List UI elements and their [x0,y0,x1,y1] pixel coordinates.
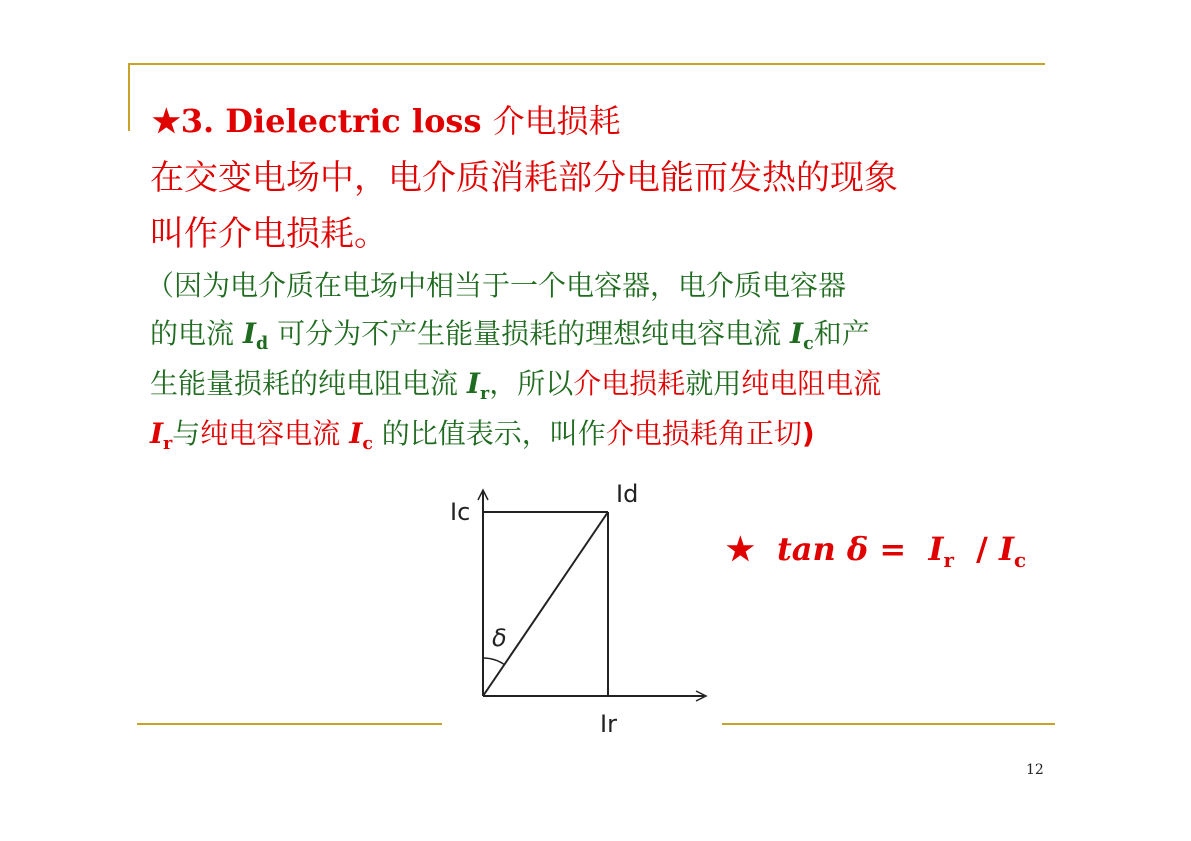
highlight-resistive-current: 纯电阻电流 [741,367,882,400]
formula-lhs: tan δ = [776,530,907,568]
symbol-ir: $I_r$ [466,367,490,405]
label-ic: Ic [450,498,471,526]
vector-diagram [440,470,720,740]
label-id: Id [616,480,639,508]
highlight-dielectric-loss: 介电损耗 [573,367,686,400]
page-number: 12 [1026,762,1044,778]
bottom-rule-left [137,723,442,725]
label-ir: Ir [600,710,617,738]
explanation-line-2 [150,312,870,354]
explanation-line-4 [150,412,815,454]
text-use: 就用 [685,367,742,400]
symbol-ir-2: $I_r$ [150,417,173,455]
text-with: 与 [172,417,201,450]
bottom-rule-right [722,723,1055,725]
formula-ic: $I_c$ [999,530,1027,572]
formula-ir: $I_r$ [928,530,954,572]
text-so: ，所以 [489,367,574,400]
symbol-ic: $I_c$ [790,317,814,355]
id-vector [483,512,608,696]
slide-title [152,96,621,142]
left-rule [128,63,130,131]
explanation-line-1: （因为电介质在电场中相当于一个电容器，电介质电容器 [146,269,847,302]
loss-tangent-formula [726,530,1026,572]
symbol-id: $I_d$ [242,317,269,355]
definition-line-1: 在交变电场中，电介质消耗部分电能而发热的现象 [150,158,898,198]
highlight-capacitive-current: 纯电容电流 [200,417,341,450]
text-resistive-current: 生能量损耗的纯电阻电流 [150,367,459,400]
title-english: 3. Dielectric loss [180,102,482,140]
symbol-ic-2: $I_c$ [349,417,373,455]
top-rule [128,63,1045,65]
text-and: 和产 [813,317,870,350]
text-current: 的电流 [150,317,235,350]
title-chinese: 介电损耗 [492,102,621,140]
angle-arc [483,658,505,665]
formula-divide: / [976,530,988,568]
definition-line-2: 叫作介电损耗。 [150,214,388,254]
text-close-paren: ) [801,417,815,450]
title-star-icon: ★ [152,102,181,140]
highlight-loss-tangent: 介电损耗角正切 [605,417,802,450]
text-ratio: 的比值表示，叫作 [381,417,606,450]
explanation-line-3 [150,362,881,404]
label-delta: δ [492,624,507,652]
text-ideal-capacitive-current: 可分为不产生能量损耗的理想纯电容电流 [277,317,782,350]
formula-star-icon: ★ [726,530,755,568]
